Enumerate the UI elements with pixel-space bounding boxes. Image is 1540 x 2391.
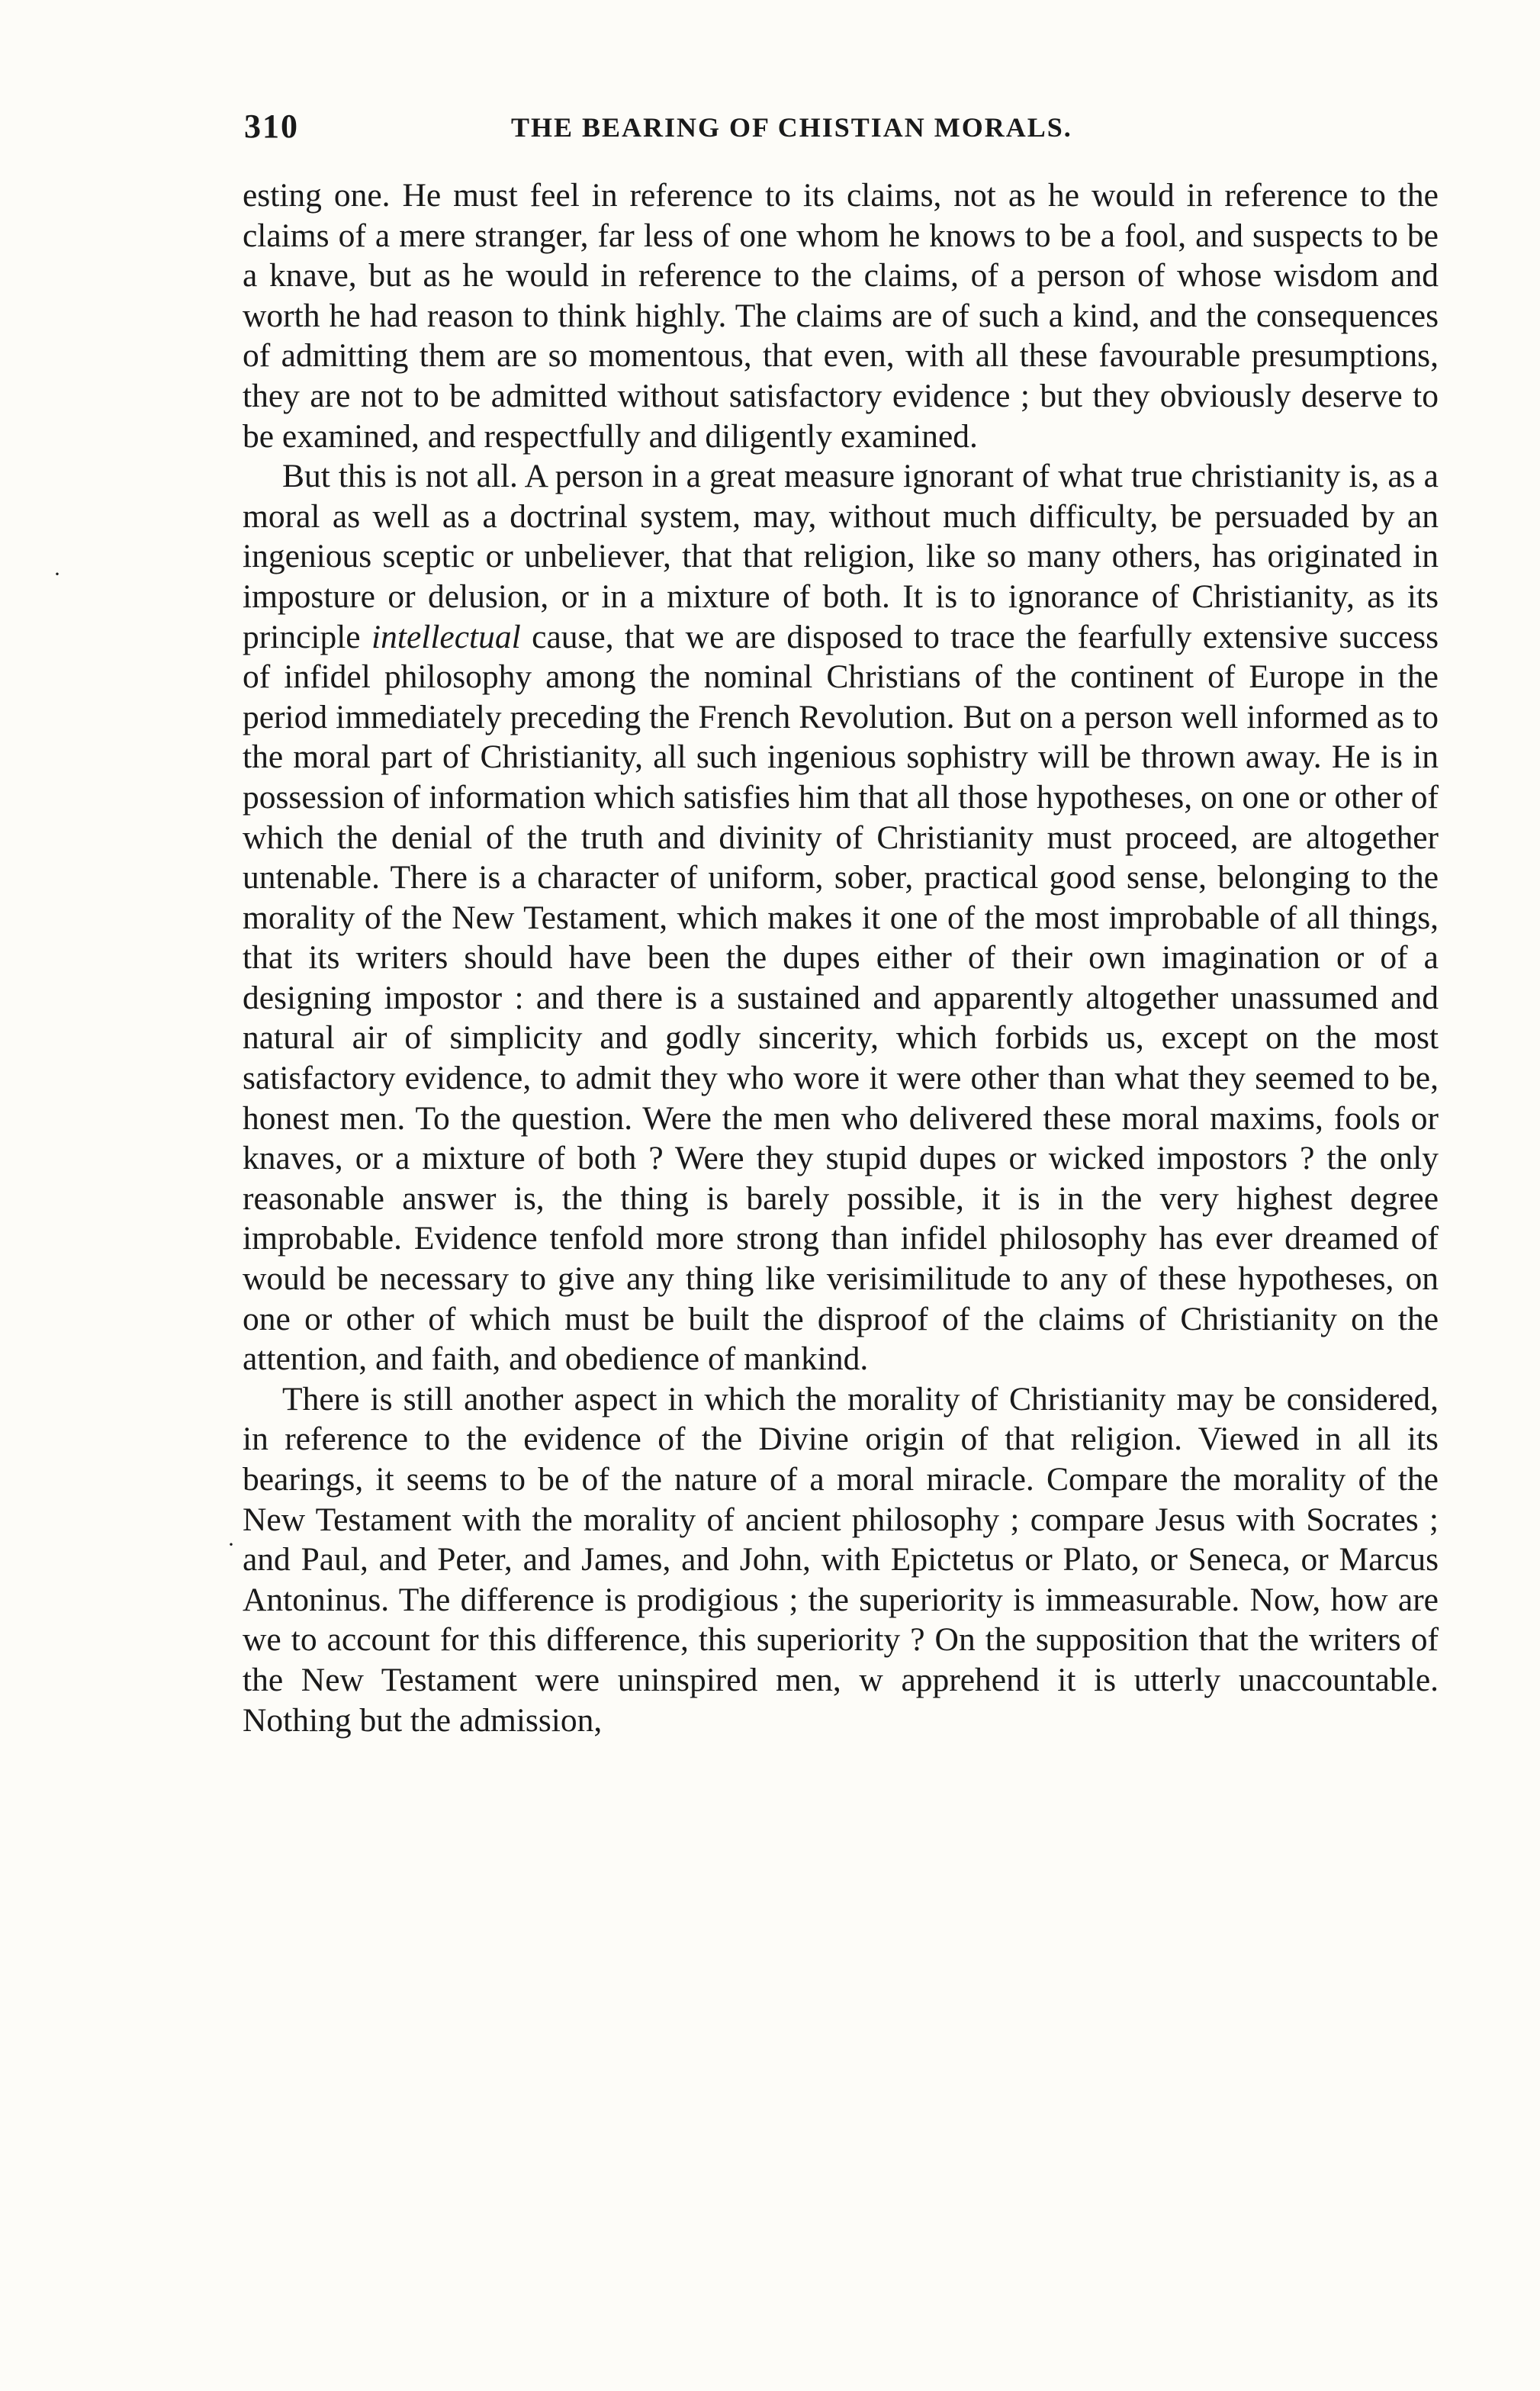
paragraph-text: cause, that we are disposed to trace the fearfully extensive success of infidel philosophy among the nominal Christians of the continent of Europe in the period immediately preceding the French Revolution. But on a person well informed as to the moral part of Christianity, all such ingenious sophistry will be thrown away. He is in possession of information which satisfies him that all those hypotheses, on one or other of which the denial of the truth and divinity of Christianity must proceed, are altogether untenable. There is a character of uniform, sober, practical good sense, belonging to the morality of the New Testament, which makes it one of the most improbable of all things, that its writers should have been the dupes either of their own imagination or of a designing impostor : and there is a sustained and apparently altogether unassumed and natural air of simplicity and godly sincerity, which forbids us, except on the most satisfactory evidence, to admit they who wore it were other than what they seemed to be, honest men. To the question. Were the men who delivered these moral maxims, fools or knaves, or a mixture of both ? Were they stupid dupes or wicked impostors ? the only reasonable answer is, the thing is barely possible, it is in the very highest degree improbable. Evidence tenfold more strong than infidel philosophy has ever dreamed of would be necessary to give any thing like verisimilitude to any of these hypotheses, on one or other of which must be built the disproof of the claims of Christianity on the attention, and faith, and obedience of mankind. [243,618,1439,1378]
body-text [243,175,1439,2235]
running-title: THE BEARING OF CHISTIAN MORALS. [511,112,1072,143]
paragraph-2 [243,456,1439,1379]
paragraph-3 [243,1379,1439,1740]
paragraph-text: There is still another aspect in which the morality of Christianity may be considered, in reference to the evidence of the Divine origin of that religion. Viewed in all its bearings, it seems to be of the nature of a moral miracle. Compare the morality of the New Testament with the morality of ancient philosophy ; compare Jesus with Socrates ; and Paul, and Peter, and James, and John, with Epictetus or Plato, or Seneca, or Marcus Antoninus. The difference is prodigious ; the superiority is immeasurable. Now, how are we to account for this difference, this superiority ? On the supposition that the writers of the New Testament were uninspired men, w apprehend it is utterly unaccountable. Nothing but the admission, [243,1380,1439,1739]
italic-emphasis: intellectual [371,618,521,655]
stray-ink-dot: · [227,1532,235,1557]
stray-ink-dot: · [53,562,61,587]
page-header [244,107,1434,160]
paragraph-text: esting one. He must feel in reference to its claims, not as he would in reference to the claims of a mere stranger, far less of one whom he knows to be a fool, and suspects to be a knave, but as he would in reference to the claims, of a person of whose wisdom and worth he had reason to think highly. The claims are of such a kind, and the consequences of admitting them are so momentous, that even, with all these favourable presumptions, they are not to be admitted without satisfactory evidence ; but they obviously deserve to be examined, and respectfully and diligently examined. [243,177,1439,455]
paragraph-1 [243,175,1439,456]
paragraph-text: But this is not all. A person in a great measure ignorant of what true christianity is, as a moral as well as a doctrinal system, may, without much difficulty, be persuaded by an ingenious sceptic or unbeliever, that that religion, like so many others, has originated in imposture or delusion, or in a mixture of both. It is to ignorance of Christianity, as its principle [243,458,1439,655]
page-number: 310 [244,108,299,145]
